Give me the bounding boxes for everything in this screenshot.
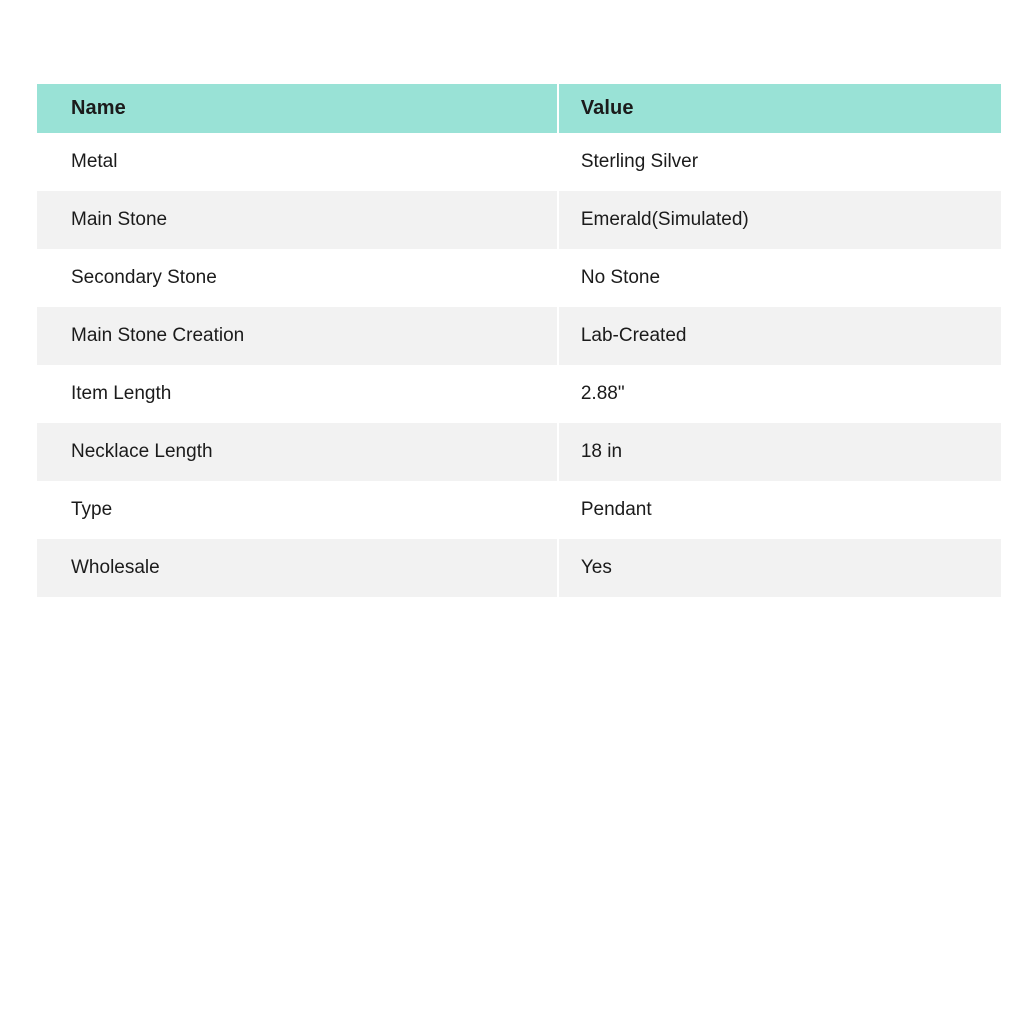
spec-name: Type [37, 481, 558, 539]
spec-value: Pendant [558, 481, 1001, 539]
spec-name: Wholesale [37, 539, 558, 597]
table-header-row [37, 84, 1001, 133]
spec-name: Secondary Stone [37, 249, 558, 307]
spec-value: No Stone [558, 249, 1001, 307]
spec-name: Main Stone [37, 191, 558, 249]
table-row [37, 365, 1001, 423]
spec-value: 18 in [558, 423, 1001, 481]
column-header-value: Value [558, 84, 1001, 133]
table-row [37, 307, 1001, 365]
spec-value: 2.88" [558, 365, 1001, 423]
spec-name: Metal [37, 133, 558, 191]
spec-value: Sterling Silver [558, 133, 1001, 191]
spec-value: Lab-Created [558, 307, 1001, 365]
column-header-name: Name [37, 84, 558, 133]
spec-name: Necklace Length [37, 423, 558, 481]
table-row [37, 423, 1001, 481]
spec-value: Emerald(Simulated) [558, 191, 1001, 249]
table-row [37, 249, 1001, 307]
spec-name: Item Length [37, 365, 558, 423]
spec-table [37, 84, 1001, 597]
table-row [37, 191, 1001, 249]
spec-name: Main Stone Creation [37, 307, 558, 365]
table-row [37, 481, 1001, 539]
table-row [37, 539, 1001, 597]
spec-value: Yes [558, 539, 1001, 597]
table-row [37, 133, 1001, 191]
